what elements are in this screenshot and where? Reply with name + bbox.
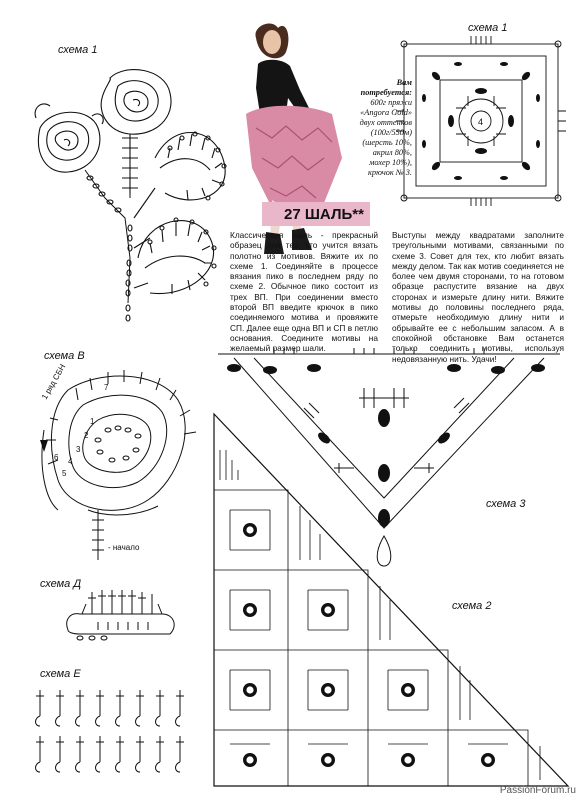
ring-diagram bbox=[28, 360, 198, 570]
schema-3-label: схема 3 bbox=[486, 498, 526, 510]
schema-e-label: схема Е bbox=[40, 668, 81, 680]
schema-d-label: схема Д bbox=[40, 578, 82, 590]
watermark: PassionForum.ru bbox=[499, 785, 576, 796]
shawl-layout-diagram bbox=[210, 410, 572, 790]
ring-number-1: 1 bbox=[90, 417, 95, 426]
materials-body: 600г пряжи «Angora Gold» двух оттенков (100г/550м) (шерсть 10%, акрил 80%, мохер 10%), крючок № 3. bbox=[359, 98, 412, 177]
schema-2-label: схема 2 bbox=[452, 600, 492, 612]
leaf-upper bbox=[155, 132, 226, 200]
description-col1: Классическая шаль - прекрасный образец для тех, кто учится вязать полотно из мотивов. Вяжите их по схеме 1. Соединяйте в процессе вязания пико в последнем ряду по схеме 2. Обычное пико состоит из трех ВП. При соединении вместо второй ВП введите крючок в пико соединяемого мотива и провяжите СП. Далее еще одна ВП и СП в петлю основания. Соедините мотивы на желаемый размер шали. bbox=[230, 230, 378, 354]
title-banner bbox=[262, 202, 370, 226]
ring-round-label: 1 ряд СБН bbox=[39, 362, 68, 401]
square-motif-diagram bbox=[396, 36, 566, 216]
schema-e-diagram bbox=[30, 686, 210, 796]
ring-number-2: 2 bbox=[84, 431, 89, 440]
ring-number-4: 4 bbox=[68, 457, 73, 466]
rose-upper bbox=[101, 70, 171, 135]
page-title: 27 ШАЛЬ** bbox=[284, 206, 364, 223]
ring-number-3: 3 bbox=[76, 445, 81, 454]
svg-text:4: 4 bbox=[478, 117, 484, 127]
materials-heading: Вам потребуется: bbox=[360, 78, 412, 97]
leaf-lower bbox=[138, 218, 216, 294]
ring-number-7: 7 bbox=[104, 383, 109, 392]
description-col2: Выступы между квадратами заполните треугольными мотивами, связанными по схеме 3. Совет для тех, кто любит вязать между делом. Так как мотив соединяется не более чем двумя сторонами, то на готовом образце распустите вязание на двух сторонах и измерьте длину нити. Вяжите мотивы до половины последнего ряда, отмерьте необходимую длину нити и обрывайте ее с небольшим запасом. А в спокойной обстановке Вам останется только соединить мотивы, используя недовязанную нить. Удачи! bbox=[392, 230, 564, 364]
rose-lower bbox=[35, 104, 103, 172]
start-label: - начало bbox=[108, 543, 140, 552]
ring-number-5: 5 bbox=[62, 469, 67, 478]
schema-1-right-label: схема 1 bbox=[468, 22, 508, 34]
flower-diagram bbox=[30, 58, 235, 348]
ring-number-6: 6 bbox=[54, 453, 59, 462]
schema-v-label: схема В bbox=[44, 350, 85, 362]
schema-1-left-label: схема 1 bbox=[58, 44, 98, 56]
schema-d-diagram bbox=[62, 586, 182, 646]
